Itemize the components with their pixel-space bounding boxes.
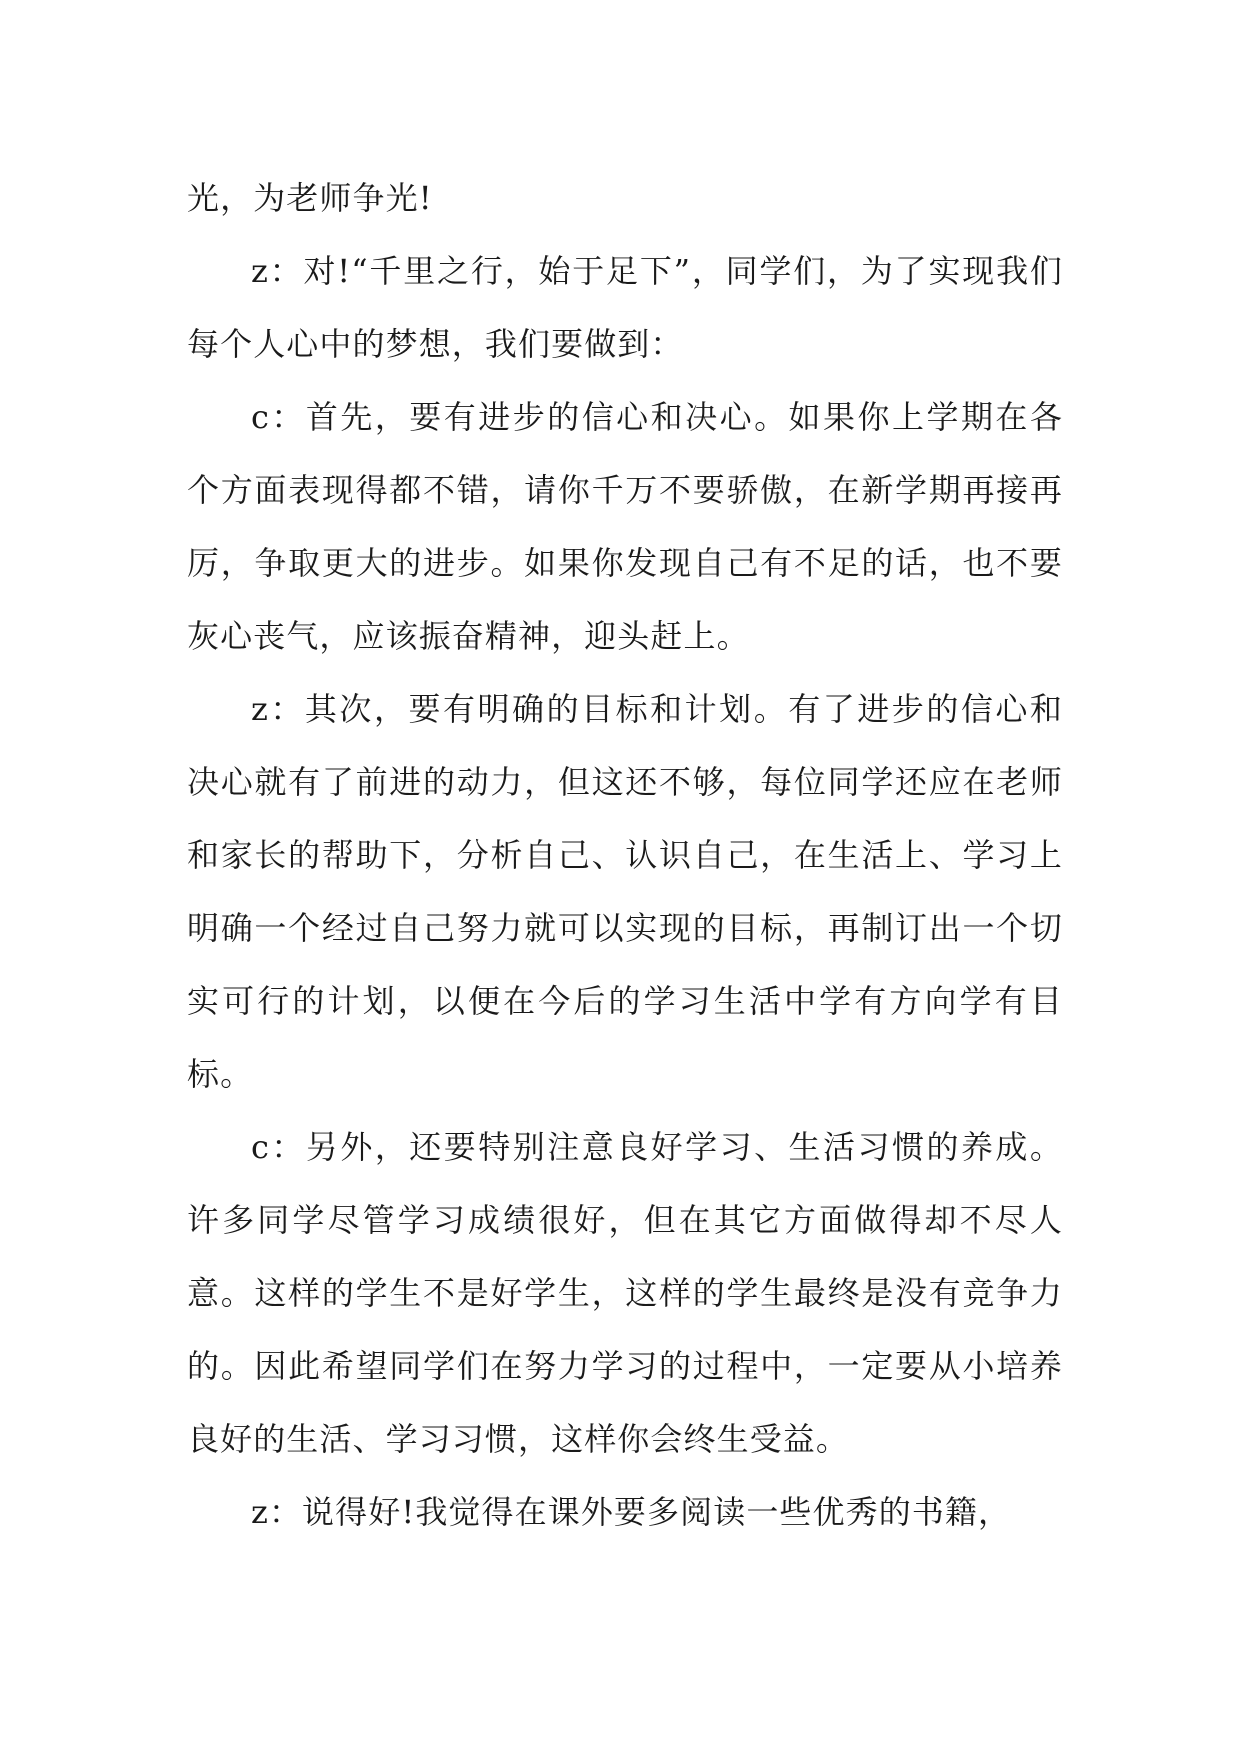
paragraph-3: c：首先，要有进步的信心和决心。如果你上学期在各个方面表现得都不错，请你千万不要骄傲，在新学期再接再厉，争取更大的进步。如果你发现自己有不足的话，也不要灰心丧气，应该振奋精神，迎头赶上。 xyxy=(187,398,1063,655)
document-body xyxy=(187,162,1063,1549)
paragraph-4: z：其次，要有明确的目标和计划。有了进步的信心和决心就有了前进的动力，但这还不够，每位同学还应在老师和家长的帮助下，分析自己、认识自己，在生活上、学习上明确一个经过自己努力就可以实现的目标，再制订出一个切实可行的计划，以便在今后的学习生活中学有方向学有目标。 xyxy=(187,690,1063,1093)
paragraph-5: c：另外，还要特别注意良好学习、生活习惯的养成。许多同学尽管学习成绩很好，但在其它方面做得却不尽人意。这样的学生不是好学生，这样的学生最终是没有竞争力的。因此希望同学们在努力学习的过程中，一定要从小培养良好的生活、学习习惯，这样你会终生受益。 xyxy=(187,1128,1063,1458)
paragraph-1: 光，为老师争光! xyxy=(187,179,433,217)
paragraph-6: z：说得好!我觉得在课外要多阅读一些优秀的书籍， xyxy=(251,1493,1012,1531)
paragraph-2: z：对!“千里之行，始于足下”，同学们，为了实现我们每个人心中的梦想，我们要做到： xyxy=(187,252,1063,363)
